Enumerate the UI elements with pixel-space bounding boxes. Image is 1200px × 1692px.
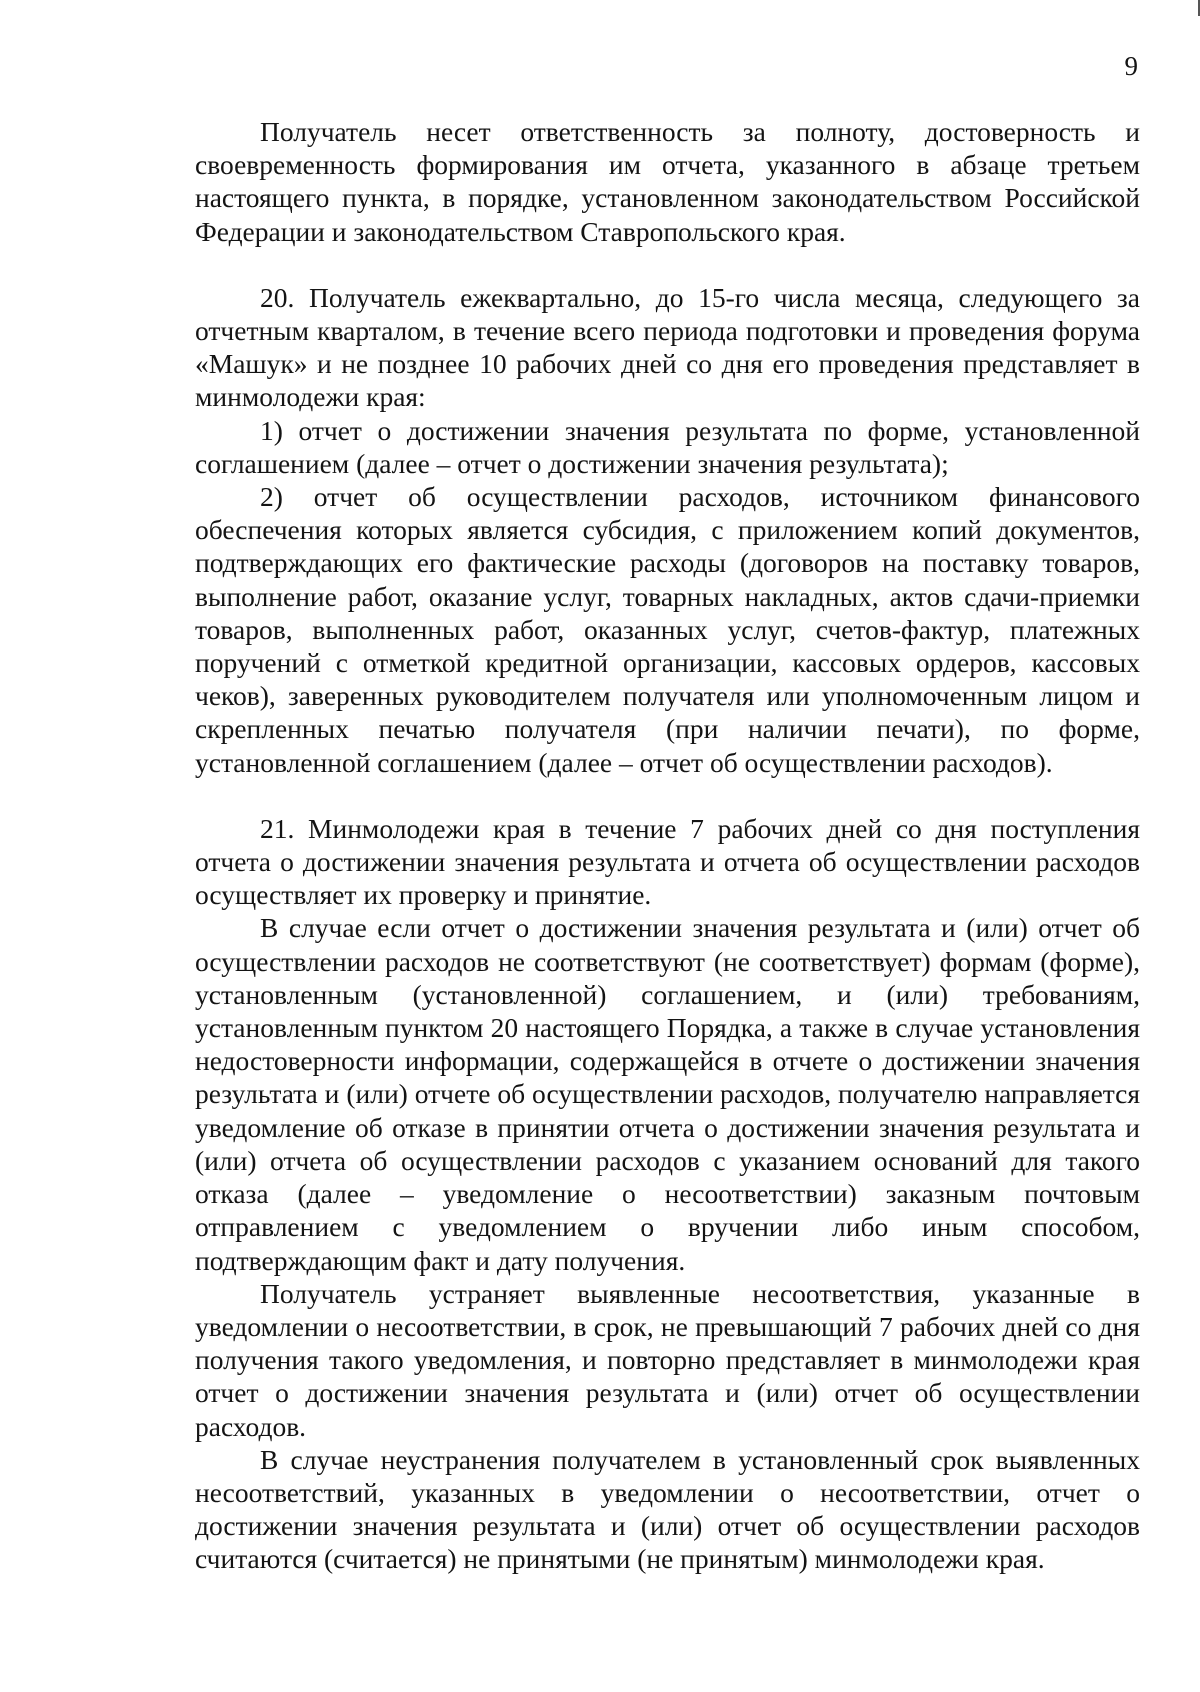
page-number: 9: [1124, 51, 1138, 81]
paragraph-correction: Получатель устраняет выявленные несоответствия, указанные в уведомлении о несоответствии, в срок, не превышающий 7 рабочих дней со дня получения такого уведомления, и повторно представляет в минмолодежи края отчет о достижении значения результата и (или) отчет об осуществлении расходов.: [195, 1277, 1140, 1442]
paragraph-item-20-sub-2: 2) отчет об осуществлении расходов, источником финансового обеспечения которых является субсидия, с приложением копий документов, подтверждающих его фактические расходы (договоров на поставку товаров, выполнение работ, оказание услуг, товарных накладных, актов сдачи-приемки товаров, выполненных работ, оказанных услуг, счетов-фактур, платежных поручений с отметкой кредитной организации, кассовых ордеров, кассовых чеков), заверенных руководителем получателя или уполномоченным лицом и скрепленных печатью получателя (при наличии печати), по форме, установленной соглашением (далее – отчет об осуществлении расходов).: [195, 481, 1140, 778]
paragraph-not-accepted: В случае неустранения получателем в установленный срок выявленных несоответствий, указанных в уведомлении о несоответствии, отчет о достижении значения результата и (или) отчет об осуществлении расходов считаются (считается) не принятыми (не принятым) минмолодежи края.: [195, 1443, 1140, 1575]
paragraph-nonconformity-case: В случае если отчет о достижении значения результата и (или) отчет об осуществлении расходов не соответствуют (не соответствует) формам (форме), установленным (установленной) соглашением, и (или) требованиям, установленным пунктом 20 настоящего Порядка, а также в случае установления недостоверности информации, содержащейся в отчете о достижении значения результата и (или) отчете об осуществлении расходов, получателю направляется уведомление об отказе в принятии отчета о достижении значения результата и (или) отчета об осуществлении расходов с указанием оснований для такого отказа (далее – уведомление о несоответствии) заказным почтовым отправлением с уведомлением о вручении либо иным способом, подтверждающим факт и дату получения.: [195, 912, 1140, 1276]
paragraph-item-20-sub-1: 1) отчет о достижении значения результата по форме, установленной соглашением (далее – отчет о достижении значения результата);: [195, 414, 1140, 479]
paragraph-item-20: 20. Получатель ежеквартально, до 15-го числа месяца, следующего за отчетным кварталом, в течение всего периода подготовки и проведения форума «Машук» и не позднее 10 рабочих дней со дня его проведения представляет в минмолодежи края:: [195, 281, 1140, 413]
paragraph-item-21: 21. Минмолодежи края в течение 7 рабочих дней со дня поступления отчета о достижении значения результата и отчета об осуществлении расходов осуществляет их проверку и принятие.: [195, 812, 1140, 911]
paragraph-responsibility: Получатель несет ответственность за полноту, достоверность и своевременность формирования им отчета, указанного в абзаце третьем настоящего пункта, в порядке, установленном законодательством Российской Федерации и законодательством Ставропольского края.: [195, 116, 1140, 247]
document-body: [195, 115, 1140, 1576]
